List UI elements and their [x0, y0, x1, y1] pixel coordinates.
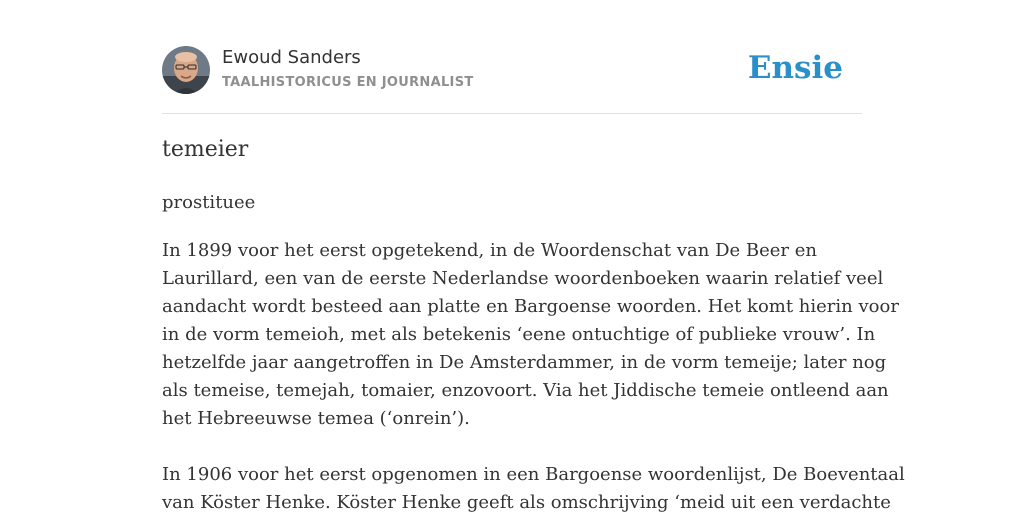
- text-line: In 1899 voor het eerst opgetekend, in de Woordenschat van De Beer en: [162, 240, 817, 261]
- avatar[interactable]: [162, 46, 210, 94]
- text-line: als temeise, temejah, tomaier, enzovoort. Via het Jiddische temeie ontleend aan: [162, 380, 889, 401]
- entry-definition: prostituee: [162, 192, 256, 213]
- text-line: Laurillard, een van de eerste Nederlandse woordenboeken waarin relatief veel: [162, 268, 884, 289]
- paragraph-2: [162, 461, 905, 512]
- text-line: het Hebreeuwse temea (‘onrein’).: [162, 408, 470, 429]
- text-line: in de vorm temeioh, met als betekenis ‘eene ontuchtige of publieke vrouw’. In: [162, 324, 876, 345]
- text-line: van Köster Henke. Köster Henke geeft als omschrijving ‘meid uit een verdachte: [162, 492, 891, 512]
- paragraph-1: [162, 237, 899, 433]
- author-name[interactable]: Ewoud Sanders: [222, 47, 361, 68]
- author-role: TAALHISTORICUS EN JOURNALIST: [222, 75, 474, 90]
- text-line: In 1906 voor het eerst opgenomen in een Bargoense woordenlijst, De Boeventaal: [162, 464, 905, 485]
- text-line: aandacht wordt besteed aan platte en Bargoense woorden. Het komt hierin voor: [162, 296, 899, 317]
- brand-logo[interactable]: Ensie: [747, 50, 843, 86]
- entry-body: [162, 237, 905, 512]
- page-header: [162, 46, 862, 114]
- text-line: hetzelfde jaar aangetroffen in De Amsterdammer, in de vorm temeije; later nog: [162, 352, 887, 373]
- author-portrait-image: [162, 46, 210, 94]
- entry-title: temeier: [162, 137, 249, 162]
